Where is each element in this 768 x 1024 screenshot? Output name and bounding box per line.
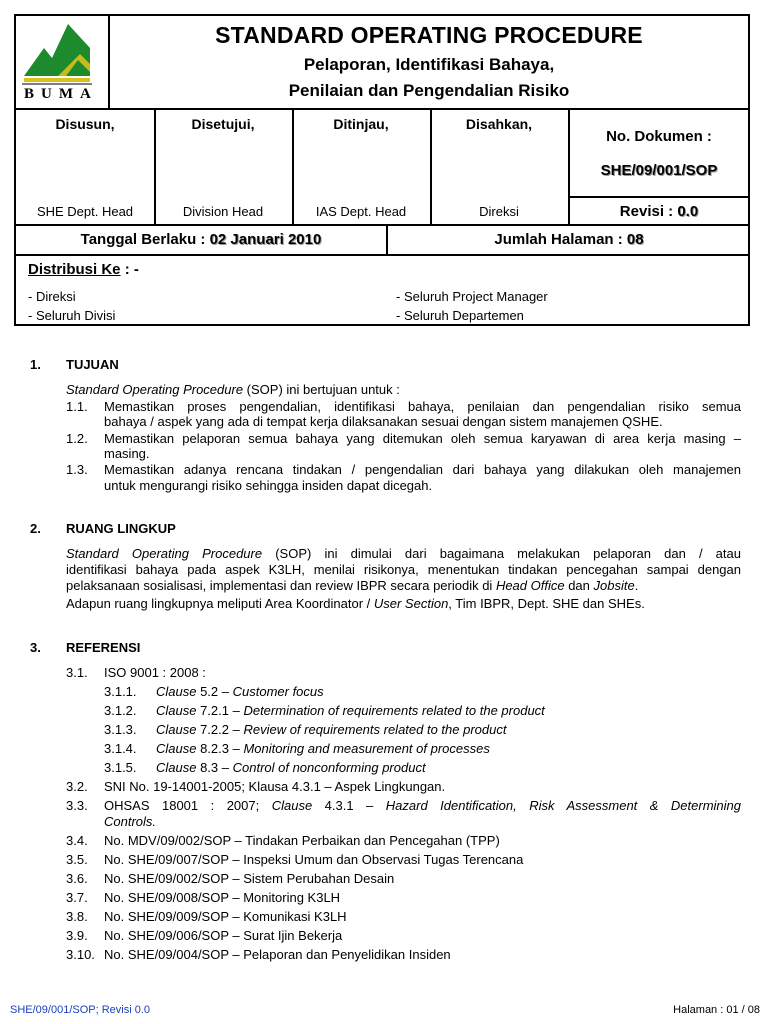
ref-ohsas-l2: Controls. [104, 814, 157, 829]
tujuan-item-3-l2: untuk mengurangi risiko sehingga insiden dapat dicegah. [104, 478, 433, 493]
ref-num: 3.3. [66, 798, 88, 813]
doc-title: STANDARD OPERATING PROCEDURE [215, 22, 643, 48]
tujuan-item-2-l2: masing. [104, 446, 150, 461]
ref-num: 3.7. [66, 890, 88, 905]
tujuan-item-num: 1.3. [66, 462, 88, 477]
footer-doc-id: SHE/09/001/SOP; Revisi 0.0 [10, 1004, 151, 1016]
distribusi-label: Distribusi Ke : - [28, 261, 139, 278]
tujuan-item-num: 1.2. [66, 431, 88, 446]
sig-ditinjau-role: IAS Dept. Head [315, 204, 407, 219]
tujuan-item-1-l1: Memastikan proses pengendalian, identifikasi bahaya, penilaian dan pengendalian risiko semua [104, 399, 741, 414]
footer-page-number: Halaman : 01 / 08 [673, 1004, 760, 1016]
sig-disahkan-role: Direksi [479, 204, 519, 219]
ref-item: No. SHE/09/008/SOP – Monitoring K3LH [104, 890, 341, 905]
ruang-lingkup-l1: Standard Operating Procedure (SOP) ini dimulai dari bagaimana melakukan pelaporan dan / atau [66, 546, 741, 561]
sig-disetujui: Disetujui, [191, 116, 255, 132]
title-cell [110, 16, 748, 108]
ref-num: 3.2. [66, 779, 88, 794]
ref-num: 3.5. [66, 852, 88, 867]
ref-ohsas: OHSAS 18001 : 2007; Clause 4.3.1 – Hazard Identification, Risk Assessment & Determining [104, 798, 742, 813]
doc-subtitle-1: Pelaporan, Identifikasi Bahaya, [303, 55, 555, 74]
ref-item: No. SHE/09/007/SOP – Inspeksi Umum dan Observasi Tugas Terencana [104, 852, 524, 867]
tujuan-intro: Standard Operating Procedure (SOP) ini bertujuan untuk : [66, 382, 400, 397]
clause-item: 3.1.1. Clause 5.2 – Customer focus [104, 684, 324, 699]
ref-num: 3.1. [66, 665, 88, 680]
clause-item: 3.1.5. Clause 8.3 – Control of nonconforming product [104, 760, 426, 775]
ref-iso: ISO 9001 : 2008 : [104, 665, 206, 680]
doc-number-value: SHE/09/001/SOP [600, 162, 718, 179]
ref-num: 3.4. [66, 833, 88, 848]
sig-ditinjau: Ditinjau, [333, 116, 389, 132]
tanggal-berlaku: Tanggal Berlaku : 02 Januari 2010 [80, 231, 322, 248]
header-table [14, 14, 750, 326]
clause-item: 3.1.3. Clause 7.2.2 – Review of requirements related to the product [104, 722, 507, 737]
doc-subtitle-2: Penilaian dan Pengendalian Risiko [288, 81, 570, 100]
distribusi-right: - Seluruh Project Manager - Seluruh Departemen [396, 289, 548, 323]
clause-item: 3.1.2. Clause 7.2.1 – Determination of requirements related to the product [104, 703, 545, 718]
sig-disetujui-role: Division Head [182, 204, 264, 219]
ref-item: No. SHE/09/009/SOP – Komunikasi K3LH [104, 909, 347, 924]
ruang-lingkup-l4: Adapun ruang lingkupnya meliputi Area Koordinator / User Section, Tim IBPR, Dept. SHE dan SHEs. [66, 596, 645, 611]
doc-number-label: No. Dokumen : [606, 128, 712, 145]
tujuan-item-num: 1.1. [66, 399, 88, 414]
tujuan-item-1-l2: bahaya / aspek yang ada di tempat kerja dilaksanakan sesuai dengan sistem manajemen QSHE. [104, 414, 663, 429]
ref-item: No. SHE/09/004/SOP – Pelaporan dan Penyelidikan Insiden [104, 947, 451, 962]
tujuan-item-2-l1: Memastikan pelaporan semua bahaya yang ditemukan oleh semua karyawan di area kerja masing – [104, 431, 741, 446]
ref-num: 3.10. [66, 947, 95, 962]
ref-sni: SNI No. 19-14001-2005; Klausa 4.3.1 – Aspek Lingkungan. [104, 779, 446, 794]
ruang-lingkup-l2: identifikasi bahaya pada aspek K3LH, menilai risikonya, menentukan tindakan pencegahan sampai dengan [66, 562, 741, 577]
ref-item: No. MDV/09/002/SOP – Tindakan Perbaikan dan Pencegahan (TPP) [104, 833, 500, 848]
ref-num: 3.8. [66, 909, 88, 924]
ref-num: 3.9. [66, 928, 88, 943]
distribusi-left: - Direksi - Seluruh Divisi [28, 289, 116, 323]
revision: Revisi : 0.0 [619, 203, 699, 220]
tujuan-item-3-l1: Memastikan adanya rencana tindakan / pengendalian dari bahaya yang dilakukan oleh manajemen [104, 462, 741, 477]
ref-item: No. SHE/09/006/SOP – Surat Ijin Bekerja [104, 928, 343, 943]
ref-item: No. SHE/09/002/SOP – Sistem Perubahan Desain [104, 871, 395, 886]
sig-disusun-role: SHE Dept. Head [36, 204, 134, 219]
ruang-lingkup-l3: pelaksanaan sosialisasi, implementasi dan review IBPR secara periodik di Head Office dan Jobsite. [66, 578, 639, 593]
logo-cell [16, 16, 110, 108]
ref-num: 3.6. [66, 871, 88, 886]
sig-disusun: Disusun, [55, 116, 115, 132]
clause-item: 3.1.4. Clause 8.2.3 – Monitoring and measurement of processes [104, 741, 490, 756]
sig-disahkan: Disahkan, [465, 116, 533, 132]
jumlah-halaman: Jumlah Halaman : 08 [494, 231, 644, 248]
logo-text: BUMA [24, 86, 98, 102]
